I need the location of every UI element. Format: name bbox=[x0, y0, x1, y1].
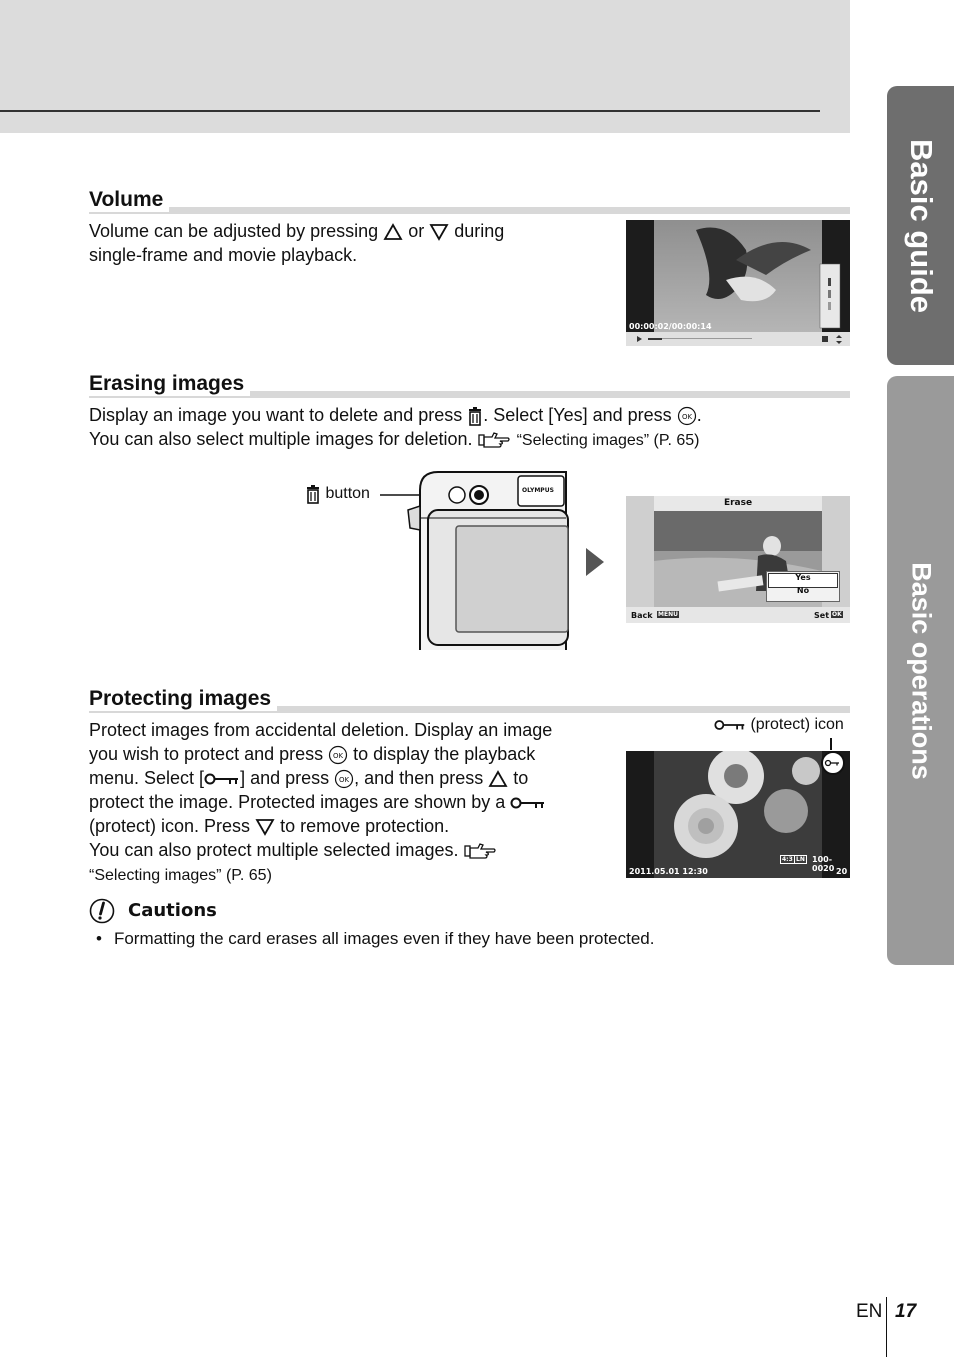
page-number: 17 bbox=[895, 1301, 917, 1322]
erasing-title: Erasing images bbox=[89, 372, 250, 396]
cautions-title: Cautions bbox=[128, 899, 217, 921]
protected-image-screen bbox=[626, 751, 850, 878]
trash-icon bbox=[305, 484, 321, 504]
volume-screen bbox=[626, 220, 850, 346]
bullet: • bbox=[96, 929, 102, 948]
camera-back-illustration bbox=[380, 470, 570, 650]
protect-line3a: menu. Select [ bbox=[89, 768, 205, 788]
down-triangle-icon bbox=[429, 223, 449, 241]
tab-basic-guide-label: Basic guide bbox=[903, 138, 939, 313]
protecting-text bbox=[89, 718, 609, 888]
camera-brand: OLYMPUS bbox=[522, 487, 554, 494]
protect-line5a: (protect) icon. Press bbox=[89, 816, 251, 836]
tab-basic-guide[interactable] bbox=[887, 86, 954, 365]
playback-time: 00:00:02/00:00:14 bbox=[629, 322, 712, 331]
protect-line4: protect the image. Protected images are shown by a bbox=[89, 792, 506, 812]
trash-icon bbox=[467, 406, 483, 426]
protect-line3c: , and then press bbox=[354, 768, 484, 788]
volume-text-c: during bbox=[454, 221, 505, 241]
up-triangle-icon bbox=[383, 223, 403, 241]
cautions-heading bbox=[89, 898, 217, 924]
tab-basic-operations[interactable] bbox=[887, 376, 954, 965]
quality-indicator: LN bbox=[796, 856, 805, 863]
protect-line3d: to bbox=[513, 768, 529, 788]
header-rule bbox=[0, 110, 820, 112]
down-triangle-icon bbox=[255, 818, 275, 836]
erasing-text-c: . bbox=[696, 405, 702, 425]
erasing-text-b: . Select [Yes] and press bbox=[483, 405, 672, 425]
volume-text bbox=[89, 219, 504, 267]
volume-text-line2: single-frame and movie playback. bbox=[89, 245, 358, 265]
protect-line3b: ] and press bbox=[240, 768, 330, 788]
aspect-indicator: 4:3 bbox=[782, 856, 793, 863]
callout-line bbox=[830, 738, 832, 750]
caution-item bbox=[96, 929, 654, 949]
protect-icon-caption: (protect) icon bbox=[750, 716, 844, 733]
reference-hand-icon bbox=[464, 842, 498, 860]
protect-icon-label bbox=[714, 716, 844, 734]
erase-menu-screen bbox=[626, 496, 850, 623]
set-label: Set bbox=[814, 611, 830, 620]
volume-title: Volume bbox=[89, 188, 169, 212]
svg-text:OK: OK bbox=[333, 752, 344, 761]
erasing-text-a: Display an image you want to delete and press bbox=[89, 405, 463, 425]
volume-heading bbox=[89, 184, 850, 214]
up-triangle-icon bbox=[488, 770, 508, 788]
erasing-text bbox=[89, 403, 702, 453]
tab-basic-operations-label: Basic operations bbox=[906, 561, 936, 780]
heading-bar bbox=[89, 207, 850, 214]
ok-button-icon bbox=[677, 406, 697, 426]
ok-button-icon bbox=[334, 769, 354, 789]
erasing-heading bbox=[89, 368, 850, 398]
button-caption: button bbox=[325, 485, 370, 503]
reference-hand-icon bbox=[478, 431, 512, 449]
image-count: 20 bbox=[836, 867, 848, 876]
key-icon bbox=[714, 718, 746, 732]
header-band bbox=[0, 0, 850, 133]
ok-button-icon bbox=[328, 745, 348, 765]
erasing-reference: “Selecting images” (P. 65) bbox=[516, 432, 700, 449]
trash-button-label bbox=[305, 484, 370, 504]
key-icon bbox=[204, 772, 240, 786]
caution-item-text: Formatting the card erases all images even if they have been protected. bbox=[113, 929, 655, 948]
back-label: Back bbox=[631, 611, 653, 620]
volume-text-a: Volume can be adjusted by pressing bbox=[89, 221, 379, 241]
key-icon bbox=[823, 753, 843, 773]
footer-language: EN bbox=[856, 1301, 883, 1322]
file-number: 100-0020 bbox=[812, 855, 835, 873]
volume-text-b: or bbox=[408, 221, 425, 241]
protect-line5b: to remove protection. bbox=[280, 816, 450, 836]
protect-reference: “Selecting images” (P. 65) bbox=[89, 867, 272, 884]
key-icon bbox=[510, 796, 546, 810]
protect-line2b: to display the playback bbox=[353, 744, 536, 764]
image-date: 2011.05.01 12:30 bbox=[629, 867, 708, 876]
protect-line6: You can also protect multiple selected images. bbox=[89, 840, 459, 860]
footer-separator bbox=[886, 1297, 887, 1357]
arrow-right-icon bbox=[586, 548, 604, 576]
svg-text:OK: OK bbox=[681, 413, 692, 422]
svg-text:OK: OK bbox=[339, 776, 350, 785]
ok-key: OK bbox=[832, 611, 842, 618]
protecting-heading bbox=[89, 683, 850, 713]
erase-menu-title: Erase bbox=[723, 498, 753, 508]
option-yes-label: Yes bbox=[795, 573, 811, 582]
protect-line1: Protect images from accidental deletion. Display an image bbox=[89, 720, 553, 740]
menu-key: MENU bbox=[658, 611, 678, 618]
protect-indicator bbox=[821, 751, 845, 775]
erasing-text-line2: You can also select multiple images for deletion. bbox=[89, 429, 473, 449]
option-no-label: No bbox=[796, 586, 810, 595]
caution-icon bbox=[89, 898, 115, 924]
protecting-title: Protecting images bbox=[89, 687, 277, 711]
protect-line2a: you wish to protect and press bbox=[89, 744, 324, 764]
